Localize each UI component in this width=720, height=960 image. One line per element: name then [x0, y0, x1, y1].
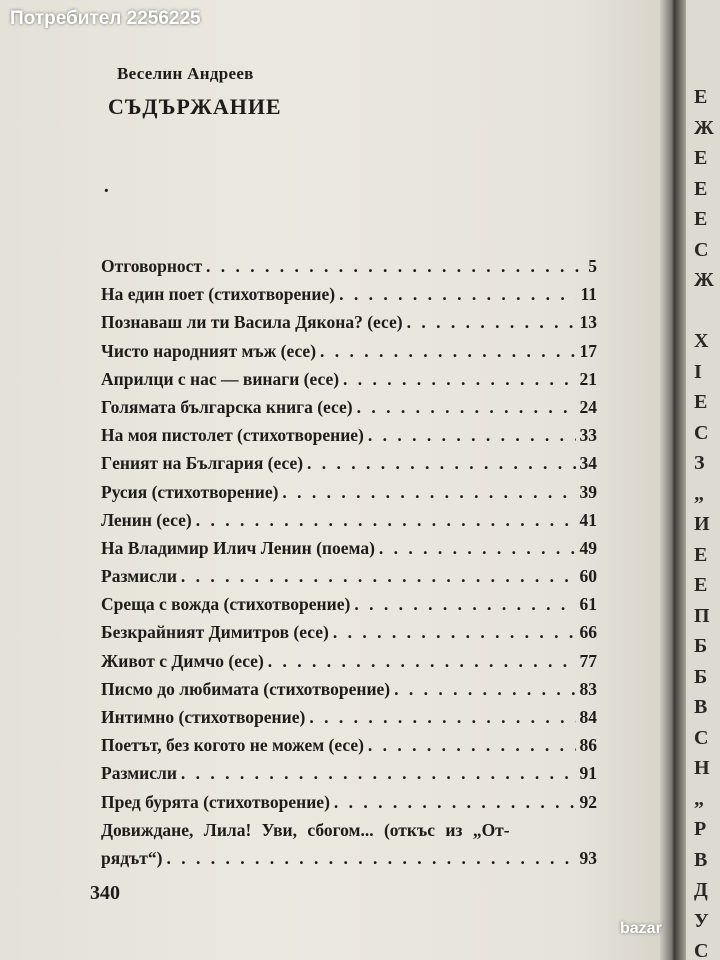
- page-number: 340: [90, 882, 120, 904]
- toc-entry: Поетът, без когото не можем (есе) . . . 86: [101, 735, 597, 763]
- facing-page-letter: „: [694, 787, 704, 810]
- toc-entry: Ленин (есе) . . . 41: [101, 510, 597, 538]
- user-watermark: Потребител 2256225: [10, 8, 201, 29]
- toc-entry: На един поет (стихотворение) . . . 11: [101, 284, 597, 312]
- toc-entry: Чисто народният мъж (есе) . . . 17: [101, 341, 597, 369]
- toc-entry: На моя пистолет (стихотворение) . . . 33: [101, 425, 597, 453]
- facing-page-letter: Е: [694, 574, 708, 596]
- facing-page-letter: Ж: [694, 269, 714, 291]
- facing-page-letter: И: [694, 513, 710, 535]
- facing-page-letter: П: [694, 604, 710, 627]
- toc-entry: Пред бурята (стихотворение) . . . 92: [101, 792, 597, 820]
- toc-entry: рядът“) . . . 93: [101, 848, 597, 876]
- toc-entry: Среща с вожда (стихотворение) . . . 61: [101, 594, 597, 622]
- toc-entry: Гeният на България (есе) . . . 34: [101, 453, 597, 481]
- facing-page-letter: Ж: [694, 116, 714, 139]
- facing-page-letter: С: [694, 940, 709, 960]
- facing-page-letter: З: [694, 452, 705, 474]
- facing-page-letter: Е: [694, 208, 708, 230]
- facing-page-letter: С: [694, 421, 709, 444]
- facing-page-letter: Б: [694, 665, 708, 688]
- toc-entry: Интимно (стихотворение) . . . 84: [101, 707, 597, 735]
- book-gutter: [660, 0, 686, 960]
- facing-page-letter: Е: [694, 177, 708, 200]
- facing-page-letter: В: [694, 848, 708, 871]
- facing-page-letter: Х: [694, 330, 709, 352]
- facing-page-letter: Р: [694, 818, 707, 840]
- facing-page-letter: С: [694, 238, 709, 261]
- toc-entry: Довиждане, Лила! Уви, сбогом... (откъс из „От-: [101, 819, 510, 840]
- toc-entry: Русия (стихотворение) . . . 39: [101, 482, 597, 510]
- facing-page-letter: С: [694, 726, 709, 749]
- facing-page-letter: „: [694, 482, 704, 505]
- facing-page-letter: Е: [694, 86, 708, 108]
- facing-page-letter: Д: [694, 879, 708, 901]
- facing-page-letter: У: [694, 909, 709, 932]
- facing-page-letter: Н: [694, 757, 710, 779]
- facing-page-letter: Е: [694, 543, 708, 566]
- page-heading: СЪДЪРЖАНИЕ: [108, 94, 282, 119]
- author-name: Веселин Андреев: [117, 64, 254, 83]
- toc-entry: Писмо до любимата (стихотворение) . . . 83: [101, 679, 597, 707]
- site-logo: bazar: [620, 920, 662, 937]
- ornament-dot: ·: [103, 180, 110, 202]
- facing-page-letter: Б: [694, 635, 708, 657]
- toc-entry: Размисли . . . 91: [101, 763, 597, 791]
- facing-page-letter: В: [694, 696, 708, 718]
- facing-page-letter: І: [694, 360, 702, 383]
- toc-entry: Познаваш ли ти Васила Дякона? (есе) . . . 13: [101, 312, 597, 340]
- facing-page-letter: Е: [694, 391, 708, 413]
- toc-entry: Отговорност . . . 5: [101, 256, 597, 284]
- toc-entry: Размисли . . . 60: [101, 566, 597, 594]
- toc-entry: На Владимир Илич Ленин (поема) . . . 49: [101, 538, 597, 566]
- toc-entry: Априлци с нас — винаги (есе) . . . 21: [101, 369, 597, 397]
- facing-page-letter: Е: [694, 147, 708, 169]
- table-of-contents: [101, 256, 597, 876]
- toc-entry: Живот с Димчо (есе) . . . 77: [101, 651, 597, 679]
- facing-page-edge: [686, 0, 720, 960]
- toc-entry: Безкрайният Димитров (есе) . . . 66: [101, 622, 597, 650]
- toc-entry: Голямата българска книга (есе) . . . 24: [101, 397, 597, 425]
